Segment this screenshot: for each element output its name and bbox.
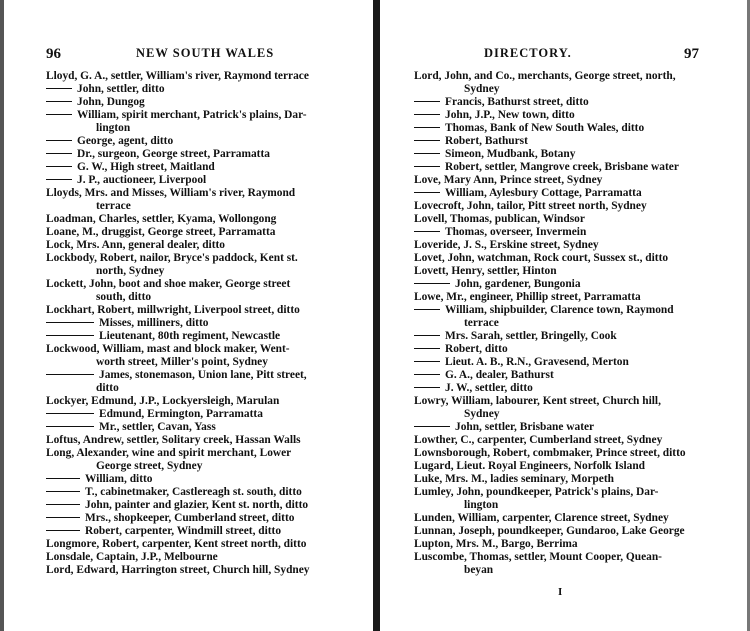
entry-line — [46, 473, 358, 486]
entry-text: Mrs., shopkeeper, Cumberland street, ditto — [85, 512, 295, 524]
entry-continuation-line — [46, 291, 358, 304]
entry-line — [414, 213, 742, 226]
entry-text: John, settler, ditto — [77, 83, 165, 95]
entry-line — [414, 395, 742, 408]
entry-text: Lockyer, Edmund, J.P., Lockyersleigh, Marulan — [46, 395, 280, 407]
left-page — [0, 0, 373, 631]
entry-text: worth street, Miller's point, Sydney — [96, 356, 268, 368]
ditto-dash — [46, 335, 94, 336]
ditto-dash — [46, 491, 80, 492]
directory-entry — [414, 421, 742, 434]
entry-line — [46, 161, 358, 174]
entry-text: J. P., auctioneer, Liverpool — [77, 174, 207, 186]
directory-entry — [46, 343, 358, 369]
entry-line — [414, 265, 742, 278]
entry-text: Lockbody, Robert, nailor, Bryce's paddock, Kent st. — [46, 252, 298, 264]
entry-text: Loadman, Charles, settler, Kyama, Wollongong — [46, 213, 277, 225]
entry-text: Lockhart, Robert, millwright, Liverpool street, ditto — [46, 304, 300, 316]
ditto-dash — [414, 361, 440, 362]
entry-text: lington — [96, 122, 131, 134]
entry-text: John, gardener, Bungonia — [455, 278, 581, 290]
ditto-dash — [46, 478, 80, 479]
entry-text: William, Aylesbury Cottage, Parramatta — [445, 187, 642, 199]
directory-entry — [414, 395, 742, 421]
entry-line — [46, 135, 358, 148]
directory-entry — [46, 538, 358, 551]
entry-line — [414, 538, 742, 551]
entry-line — [46, 96, 358, 109]
directory-entry — [414, 148, 742, 161]
directory-entry — [46, 252, 358, 278]
directory-entry — [46, 317, 358, 330]
directory-entry — [46, 278, 358, 304]
directory-entry — [46, 226, 358, 239]
entry-text: Thomas, Bank of New South Wales, ditto — [445, 122, 645, 134]
entry-line — [46, 148, 358, 161]
directory-entry — [414, 460, 742, 473]
entry-text: beyan — [464, 564, 494, 576]
entry-line — [46, 239, 358, 252]
entry-line — [414, 200, 742, 213]
entry-text: north, Sydney — [96, 265, 165, 277]
entry-line — [414, 369, 742, 382]
entry-text: Sydney — [464, 408, 500, 420]
entry-line — [414, 304, 742, 317]
entry-line — [46, 421, 358, 434]
directory-entry — [414, 213, 742, 226]
ditto-dash — [414, 335, 440, 336]
signature-mark: I — [558, 586, 563, 598]
book-gutter — [373, 0, 380, 631]
ditto-dash — [414, 348, 440, 349]
entry-text: south, ditto — [96, 291, 152, 303]
ditto-dash — [46, 374, 94, 375]
entry-text: Lowry, William, labourer, Kent street, Church hill, — [414, 395, 661, 407]
left-running-head: NEW SOUTH WALES — [136, 46, 275, 60]
directory-entry — [414, 538, 742, 551]
directory-entry — [414, 447, 742, 460]
entry-line — [414, 291, 742, 304]
entry-text: Robert, carpenter, Windmill street, ditto — [85, 525, 282, 537]
directory-entry — [414, 174, 742, 187]
entry-line — [46, 83, 358, 96]
directory-entry — [46, 473, 358, 486]
entry-continuation-line — [414, 564, 742, 577]
ditto-dash — [46, 322, 94, 323]
directory-entry — [46, 408, 358, 421]
ditto-dash — [46, 504, 80, 505]
entry-line — [46, 70, 358, 83]
entry-text: Mr., settler, Cavan, Yass — [99, 421, 216, 433]
entry-text: John, settler, Brisbane water — [455, 421, 595, 433]
entry-text: Lovell, Thomas, publican, Windsor — [414, 213, 585, 225]
entry-continuation-line — [414, 317, 742, 330]
directory-entry — [46, 512, 358, 525]
entry-text: Robert, settler, Mangrove creek, Brisbane water — [445, 161, 679, 173]
entry-line — [46, 486, 358, 499]
entry-text: Lownsborough, Robert, combmaker, Prince street, ditto — [414, 447, 686, 459]
directory-entry — [46, 330, 358, 343]
entry-text: Francis, Bathurst street, ditto — [445, 96, 589, 108]
entry-text: T., cabinetmaker, Castlereagh st. south, ditto — [85, 486, 302, 498]
directory-entry — [46, 187, 358, 213]
directory-entry — [414, 122, 742, 135]
entry-text: William, shipbuilder, Clarence town, Raymond — [445, 304, 674, 316]
entry-line — [46, 278, 358, 291]
entry-line — [414, 356, 742, 369]
right-page — [380, 0, 750, 631]
directory-entry — [414, 252, 742, 265]
entry-line — [414, 421, 742, 434]
entry-text: Loane, M., druggist, George street, Parramatta — [46, 226, 276, 238]
entry-line — [46, 369, 358, 382]
entry-text: Lord, John, and Co., merchants, George street, north, — [414, 70, 676, 82]
directory-entry — [46, 486, 358, 499]
directory-entry — [46, 369, 358, 395]
entry-text: Loveride, J. S., Erskine street, Sydney — [414, 239, 599, 251]
entry-line — [46, 252, 358, 265]
entry-line — [46, 434, 358, 447]
right-running-head: DIRECTORY. — [484, 46, 572, 60]
entry-text: Lupton, Mrs. M., Bargo, Berrima — [414, 538, 578, 550]
directory-entry — [414, 356, 742, 369]
directory-entry — [46, 161, 358, 174]
entry-text: Lunnan, Joseph, poundkeeper, Gundaroo, Lake George — [414, 525, 685, 537]
entry-line — [414, 161, 742, 174]
directory-entry — [46, 174, 358, 187]
ditto-dash — [414, 231, 440, 232]
entry-text: John, painter and glazier, Kent st. north, ditto — [85, 499, 309, 511]
entry-text: John, Dungog — [77, 96, 145, 108]
directory-entry — [414, 434, 742, 447]
entry-line — [46, 213, 358, 226]
entry-text: William, ditto — [85, 473, 153, 485]
directory-entry — [46, 96, 358, 109]
directory-entry — [414, 265, 742, 278]
entry-line — [414, 122, 742, 135]
ditto-dash — [414, 127, 440, 128]
directory-entry — [414, 343, 742, 356]
entry-text: George street, Sydney — [96, 460, 203, 472]
entry-text: George, agent, ditto — [77, 135, 174, 147]
directory-entry — [46, 525, 358, 538]
directory-entry — [414, 330, 742, 343]
directory-entry — [46, 213, 358, 226]
entry-line — [414, 239, 742, 252]
directory-entry — [414, 525, 742, 538]
entry-line — [414, 226, 742, 239]
entry-line — [46, 174, 358, 187]
ditto-dash — [414, 153, 440, 154]
entry-text: Lumley, John, poundkeeper, Patrick's plains, Dar- — [414, 486, 659, 498]
entry-continuation-line — [46, 200, 358, 213]
entry-text: Dr., surgeon, George street, Parramatta — [77, 148, 270, 160]
entry-line — [46, 226, 358, 239]
directory-entry — [414, 473, 742, 486]
entry-line — [46, 551, 358, 564]
directory-entry — [46, 395, 358, 408]
entry-text: Lovecroft, John, tailor, Pitt street north, Sydney — [414, 200, 647, 212]
entry-continuation-line — [46, 265, 358, 278]
entry-continuation-line — [414, 499, 742, 512]
entry-text: Misses, milliners, ditto — [99, 317, 209, 329]
directory-entry — [414, 109, 742, 122]
entry-line — [414, 148, 742, 161]
entry-text: James, stonemason, Union lane, Pitt street, — [99, 369, 307, 381]
ditto-dash — [46, 426, 94, 427]
entry-continuation-line — [46, 460, 358, 473]
entry-text: William, spirit merchant, Patrick's plains, Dar- — [77, 109, 307, 121]
entry-line — [46, 109, 358, 122]
ditto-dash — [414, 387, 440, 388]
entry-line — [414, 330, 742, 343]
entry-line — [414, 252, 742, 265]
entry-text: Lonsdale, Captain, J.P., Melbourne — [46, 551, 218, 563]
directory-entry — [46, 304, 358, 317]
entry-line — [46, 499, 358, 512]
entry-line — [46, 317, 358, 330]
entry-line — [414, 70, 742, 83]
directory-entry — [46, 434, 358, 447]
entry-text: G. W., High street, Maitland — [77, 161, 215, 173]
entry-text: J. W., settler, ditto — [445, 382, 533, 394]
ditto-dash — [46, 413, 94, 414]
entry-line — [46, 447, 358, 460]
entry-line — [46, 525, 358, 538]
directory-entry — [414, 70, 742, 96]
directory-entry — [414, 226, 742, 239]
entry-text: Luscombe, Thomas, settler, Mount Cooper, Quean- — [414, 551, 662, 563]
entry-text: Lockett, John, boot and shoe maker, George street — [46, 278, 291, 290]
entry-text: Robert, ditto — [445, 343, 508, 355]
directory-entry — [414, 187, 742, 200]
entry-text: Lockwood, William, mast and block maker, Went- — [46, 343, 290, 355]
entry-text: Thomas, overseer, Invermein — [445, 226, 587, 238]
entry-text: lington — [464, 499, 499, 511]
ditto-dash — [46, 140, 72, 141]
ditto-dash — [46, 88, 72, 89]
entry-text: Lowther, C., carpenter, Cumberland street, Sydney — [414, 434, 663, 446]
entry-text: Mrs. Sarah, settler, Bringelly, Cook — [445, 330, 617, 342]
entry-text: G. A., dealer, Bathurst — [445, 369, 554, 381]
directory-entry — [414, 239, 742, 252]
entry-text: terrace — [464, 317, 499, 329]
entry-text: Lovet, John, watchman, Rock court, Sussex st., ditto — [414, 252, 669, 264]
entry-line — [414, 460, 742, 473]
directory-entry — [46, 83, 358, 96]
entry-line — [414, 551, 742, 564]
entry-line — [414, 434, 742, 447]
entry-line — [414, 473, 742, 486]
directory-entry — [46, 564, 358, 577]
entry-line — [46, 304, 358, 317]
entry-text: Lloyd, G. A., settler, William's river, Raymond terrace — [46, 70, 309, 82]
entry-line — [414, 512, 742, 525]
ditto-dash — [46, 517, 80, 518]
entry-line — [414, 447, 742, 460]
entry-continuation-line — [414, 83, 742, 96]
left-page-number: 96 — [46, 46, 61, 62]
right-directory-entries — [414, 70, 742, 577]
entry-line — [46, 330, 358, 343]
directory-entry — [414, 369, 742, 382]
entry-line — [414, 135, 742, 148]
entry-line — [414, 486, 742, 499]
directory-entry — [46, 70, 358, 83]
directory-entry — [46, 447, 358, 473]
entry-line — [46, 395, 358, 408]
entry-text: Lovett, Henry, settler, Hinton — [414, 265, 557, 277]
entry-line — [46, 564, 358, 577]
entry-text: Luke, Mrs. M., ladies seminary, Morpeth — [414, 473, 614, 485]
entry-line — [414, 382, 742, 395]
directory-entry — [414, 551, 742, 577]
directory-entry — [414, 135, 742, 148]
entry-text: Robert, Bathurst — [445, 135, 528, 147]
entry-line — [414, 187, 742, 200]
directory-entry — [46, 421, 358, 434]
directory-entry — [46, 239, 358, 252]
ditto-dash — [46, 530, 80, 531]
entry-line — [46, 538, 358, 551]
entry-text: Lunden, William, carpenter, Clarence street, Sydney — [414, 512, 669, 524]
directory-entry — [46, 109, 358, 135]
directory-entry — [414, 291, 742, 304]
left-directory-entries — [46, 70, 358, 577]
entry-text: Lord, Edward, Harrington street, Church hill, Sydney — [46, 564, 310, 576]
directory-entry — [414, 512, 742, 525]
entry-text: Longmore, Robert, carpenter, Kent street north, ditto — [46, 538, 307, 550]
ditto-dash — [414, 374, 440, 375]
ditto-dash — [414, 426, 450, 427]
entry-line — [46, 512, 358, 525]
entry-line — [46, 343, 358, 356]
ditto-dash — [414, 309, 440, 310]
entry-line — [414, 525, 742, 538]
right-page-number: 97 — [684, 46, 699, 62]
directory-entry — [46, 551, 358, 564]
entry-line — [414, 278, 742, 291]
entry-continuation-line — [46, 382, 358, 395]
ditto-dash — [46, 101, 72, 102]
entry-text: Lloyds, Mrs. and Misses, William's river, Raymond — [46, 187, 296, 199]
entry-line — [46, 408, 358, 421]
entry-line — [414, 174, 742, 187]
ditto-dash — [414, 140, 440, 141]
entry-line — [414, 96, 742, 109]
directory-entry — [414, 486, 742, 512]
entry-text: Lieutenant, 80th regiment, Newcastle — [99, 330, 281, 342]
directory-entry — [414, 161, 742, 174]
directory-entry — [414, 96, 742, 109]
directory-entry — [46, 499, 358, 512]
directory-entry — [414, 382, 742, 395]
entry-text: Lowe, Mr., engineer, Phillip street, Parramatta — [414, 291, 641, 303]
directory-entry — [46, 148, 358, 161]
entry-continuation-line — [414, 408, 742, 421]
directory-entry — [414, 278, 742, 291]
entry-text: Edmund, Ermington, Parramatta — [99, 408, 263, 420]
entry-line — [414, 109, 742, 122]
entry-text: Lieut. A. B., R.N., Gravesend, Merton — [445, 356, 629, 368]
page-edge — [0, 0, 4, 631]
directory-entry — [414, 200, 742, 213]
ditto-dash — [46, 179, 72, 180]
entry-text: Loftus, Andrew, settler, Solitary creek, Hassan Walls — [46, 434, 301, 446]
entry-text: Lugard, Lieut. Royal Engineers, Norfolk Island — [414, 460, 646, 472]
ditto-dash — [414, 101, 440, 102]
ditto-dash — [414, 166, 440, 167]
ditto-dash — [414, 114, 440, 115]
entry-line — [414, 343, 742, 356]
ditto-dash — [46, 114, 72, 115]
ditto-dash — [414, 192, 440, 193]
entry-line — [46, 187, 358, 200]
entry-text: terrace — [96, 200, 131, 212]
ditto-dash — [414, 283, 450, 284]
entry-continuation-line — [46, 122, 358, 135]
entry-continuation-line — [46, 356, 358, 369]
entry-text: Long, Alexander, wine and spirit merchant, Lower — [46, 447, 292, 459]
entry-text: John, J.P., New town, ditto — [445, 109, 575, 121]
ditto-dash — [46, 166, 72, 167]
entry-text: Lock, Mrs. Ann, general dealer, ditto — [46, 239, 225, 251]
entry-text: ditto — [96, 382, 119, 394]
entry-text: Simeon, Mudbank, Botany — [445, 148, 576, 160]
directory-entry — [46, 135, 358, 148]
directory-entry — [414, 304, 742, 330]
entry-text: Sydney — [464, 83, 500, 95]
ditto-dash — [46, 153, 72, 154]
entry-text: Love, Mary Ann, Prince street, Sydney — [414, 174, 603, 186]
